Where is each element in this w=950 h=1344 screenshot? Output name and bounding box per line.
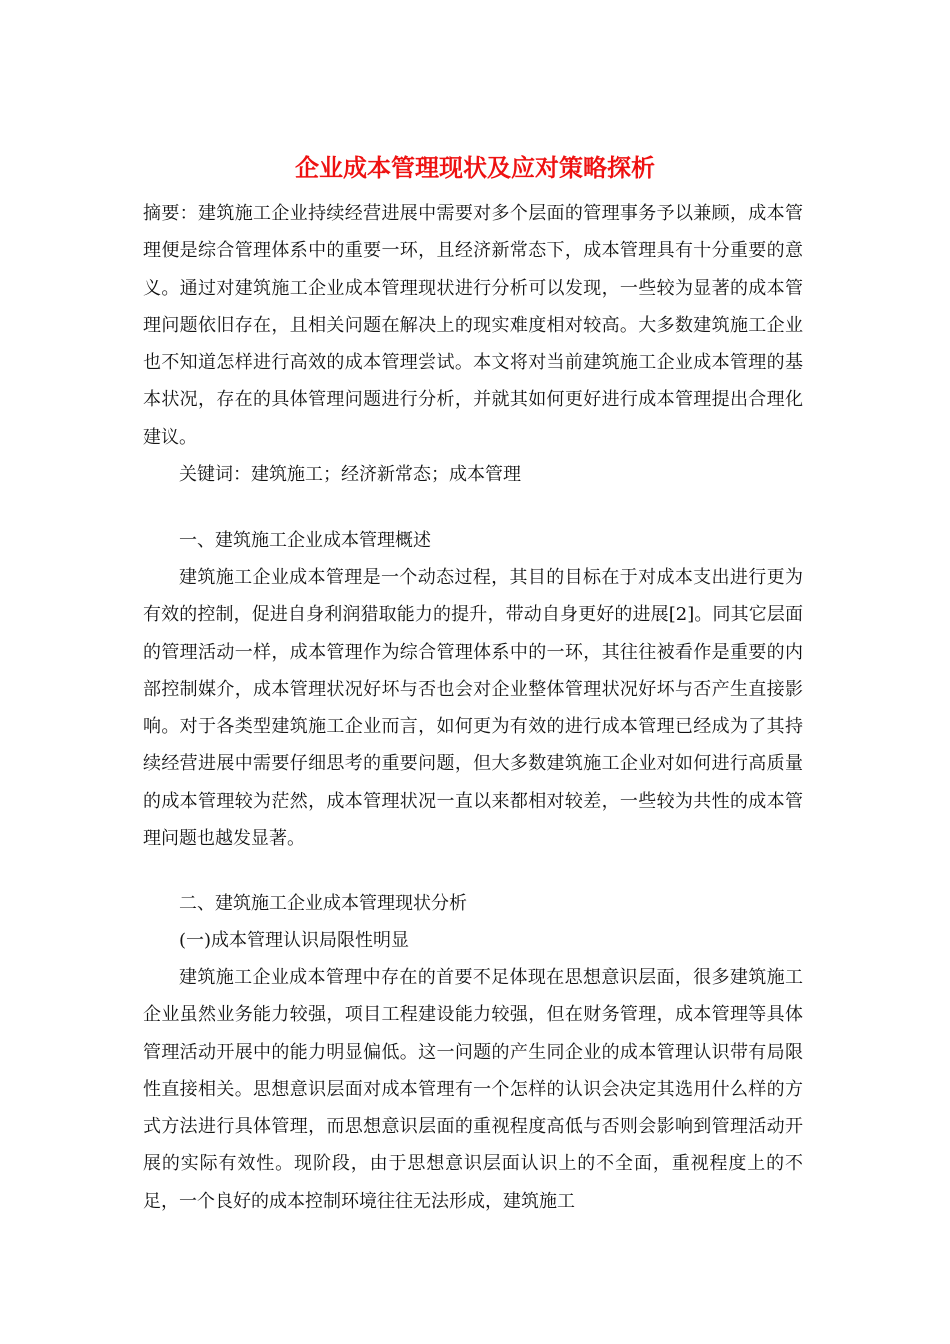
document-title: 企业成本管理现状及应对策略探析	[295, 153, 655, 182]
abstract-paragraph: 摘要：建筑施工企业持续经营进展中需要对多个层面的管理事务予以兼顾，成本管理便是综合管理体系中的重要一环，且经济新常态下，成本管理具有十分重要的意义。通过对建筑施工企业成本管理现状进行分析可以发现，一些较为显著的成本管理问题依旧存在，且相关问题在解决上的现实难度相对较高。大多数建筑施工企业也不知道怎样进行高效的成本管理尝试。本文将对当前建筑施工企业成本管理的基本状况，存在的具体管理问题进行分析，并就其如何更好进行成本管理提出合理化建议。	[143, 203, 803, 448]
section-2-subheading-1: (一)成本管理认识局限性明显	[179, 930, 410, 951]
section-2-paragraph: 建筑施工企业成本管理中存在的首要不足体现在思想意识层面，很多建筑施工企业虽然业务能力较强，项目工程建设能力较强，但在财务管理，成本管理等具体管理活动开展中的能力明显偏低。这一问题的产生同企业的成本管理认识带有局限性直接相关。思想意识层面对成本管理有一个怎样的认识会决定其选用什么样的方式方法进行具体管理，而思想意识层面的重视程度高低与否则会影响到管理活动开展的实际有效性。现阶段，由于思想意识层面认识上的不全面，重视程度上的不足，一个良好的成本控制环境往往无法形成，建筑施工	[143, 967, 803, 1212]
section-2-heading: 二、建筑施工企业成本管理现状分析	[179, 893, 467, 914]
section-1-heading: 一、建筑施工企业成本管理概述	[179, 530, 431, 551]
keywords-line: 关键词：建筑施工；经济新常态；成本管理	[179, 464, 521, 485]
section-1-paragraph: 建筑施工企业成本管理是一个动态过程，其目的目标在于对成本支出进行更为有效的控制，促进自身利润猎取能力的提升，带动自身更好的进展[2]。同其它层面的管理活动一样，成本管理作为综合管理体系中的一环，其往往被看作是重要的内部控制媒介，成本管理状况好坏与否也会对企业整体管理状况好坏与否产生直接影响。对于各类型建筑施工企业而言，如何更为有效的进行成本管理已经成为了其持续经营进展中需要仔细思考的重要问题，但大多数建筑施工企业对如何进行高质量的成本管理较为茫然，成本管理状况一直以来都相对较差，一些较为共性的成本管理问题也越发显著。	[143, 567, 803, 850]
